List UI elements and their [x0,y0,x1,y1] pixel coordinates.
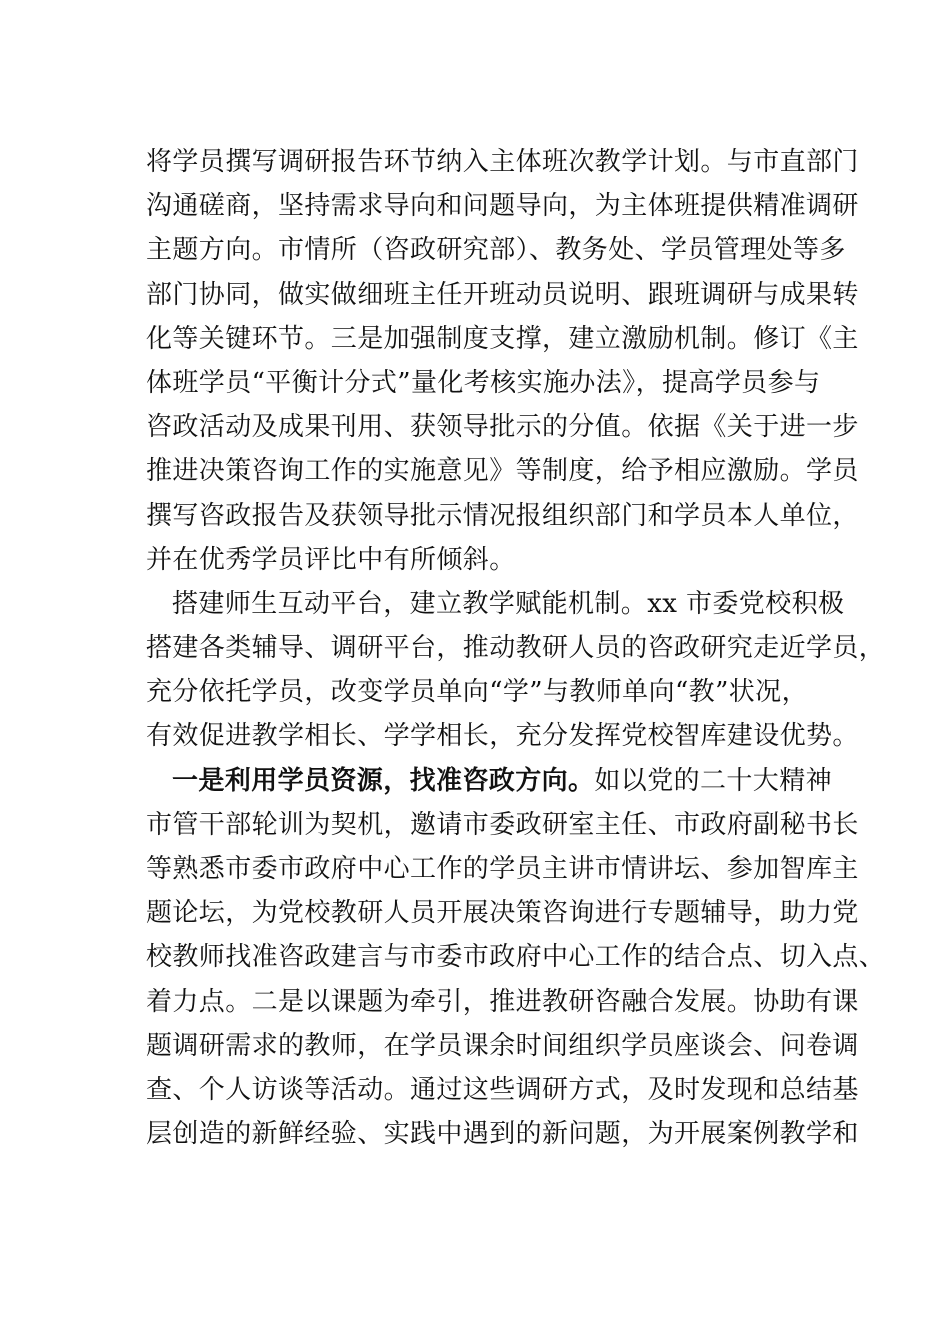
paragraph-line: 体班学员“平衡计分式”量化考核实施办法》，提高学员参与 [146,367,821,398]
paragraph-line: 并在优秀学员评比中有所倾斜。 [146,544,516,575]
paragraph-line: 题调研需求的教师，在学员课余时间组织学员座谈会、问卷调 [146,1030,859,1061]
paragraph-line: 市管干部轮训为契机，邀请市委政研室主任、市政府副秘书长 [146,809,859,840]
paragraph-line: 等熟悉市委市政府中心工作的学员主讲市情讲坛、参加智库主 [146,854,859,884]
paragraph-line: 有效促进教学相长、学学相长，充分发挥党校智库建设优势。 [146,721,859,752]
bold-lead-phrase: 一是利用学员资源，找准咨政方向。 [172,765,595,796]
paragraph-line: 搭建师生互动平台，建立教学赋能机制。xx 市委党校积极 [172,588,845,619]
paragraph-line: 主题方向。市情所（咨政研究部）、教务处、学员管理处等多 [146,235,846,266]
paragraph-line: 部门协同，做实做细班主任开班动员说明、跟班调研与成果转 [146,279,859,310]
paragraph-line: 推进决策咨询工作的实施意见》等制度，给予相应激励。学员 [146,456,859,487]
paragraph-line [146,759,836,803]
paragraph-line: 沟通磋商，坚持需求导向和问题导向，为主体班提供精准调研 [146,191,859,222]
paragraph-line: 搭建各类辅导、调研平台，推动教研人员的咨政研究走近学员， [146,633,886,664]
paragraph-line: 将学员撰写调研报告环节纳入主体班次教学计划。与市直部门 [146,147,859,177]
paragraph-line: 撰写咨政报告及获领导批示情况报组织部门和学员本人单位， [146,500,859,531]
paragraph-line: 充分依托学员，改变学员单向“学”与教师单向“教”状况， [146,677,808,708]
paragraph-line-rest: 如以党的二十大精神 [594,765,833,796]
paragraph-line: 校教师找准咨政建言与市委市政府中心工作的结合点、切入点、 [146,942,886,973]
document-body [146,140,886,1156]
paragraph-line: 题论坛，为党校教研人员开展决策咨询进行专题辅导，助力党 [146,898,859,929]
paragraph-line: 咨政活动及成果刊用、获领导批示的分值。依据《关于进一步 [146,412,859,443]
paragraph-line: 查、个人访谈等活动。通过这些调研方式，及时发现和总结基 [146,1074,859,1105]
paragraph-line: 层创造的新鲜经验、实践中遇到的新问题，为开展案例教学和 [146,1119,859,1150]
paragraph-line: 化等关键环节。三是加强制度支撑，建立激励机制。修订《主 [146,323,859,354]
paragraph-line: 着力点。二是以课题为牵引，推进教研咨融合发展。协助有课 [146,986,859,1017]
